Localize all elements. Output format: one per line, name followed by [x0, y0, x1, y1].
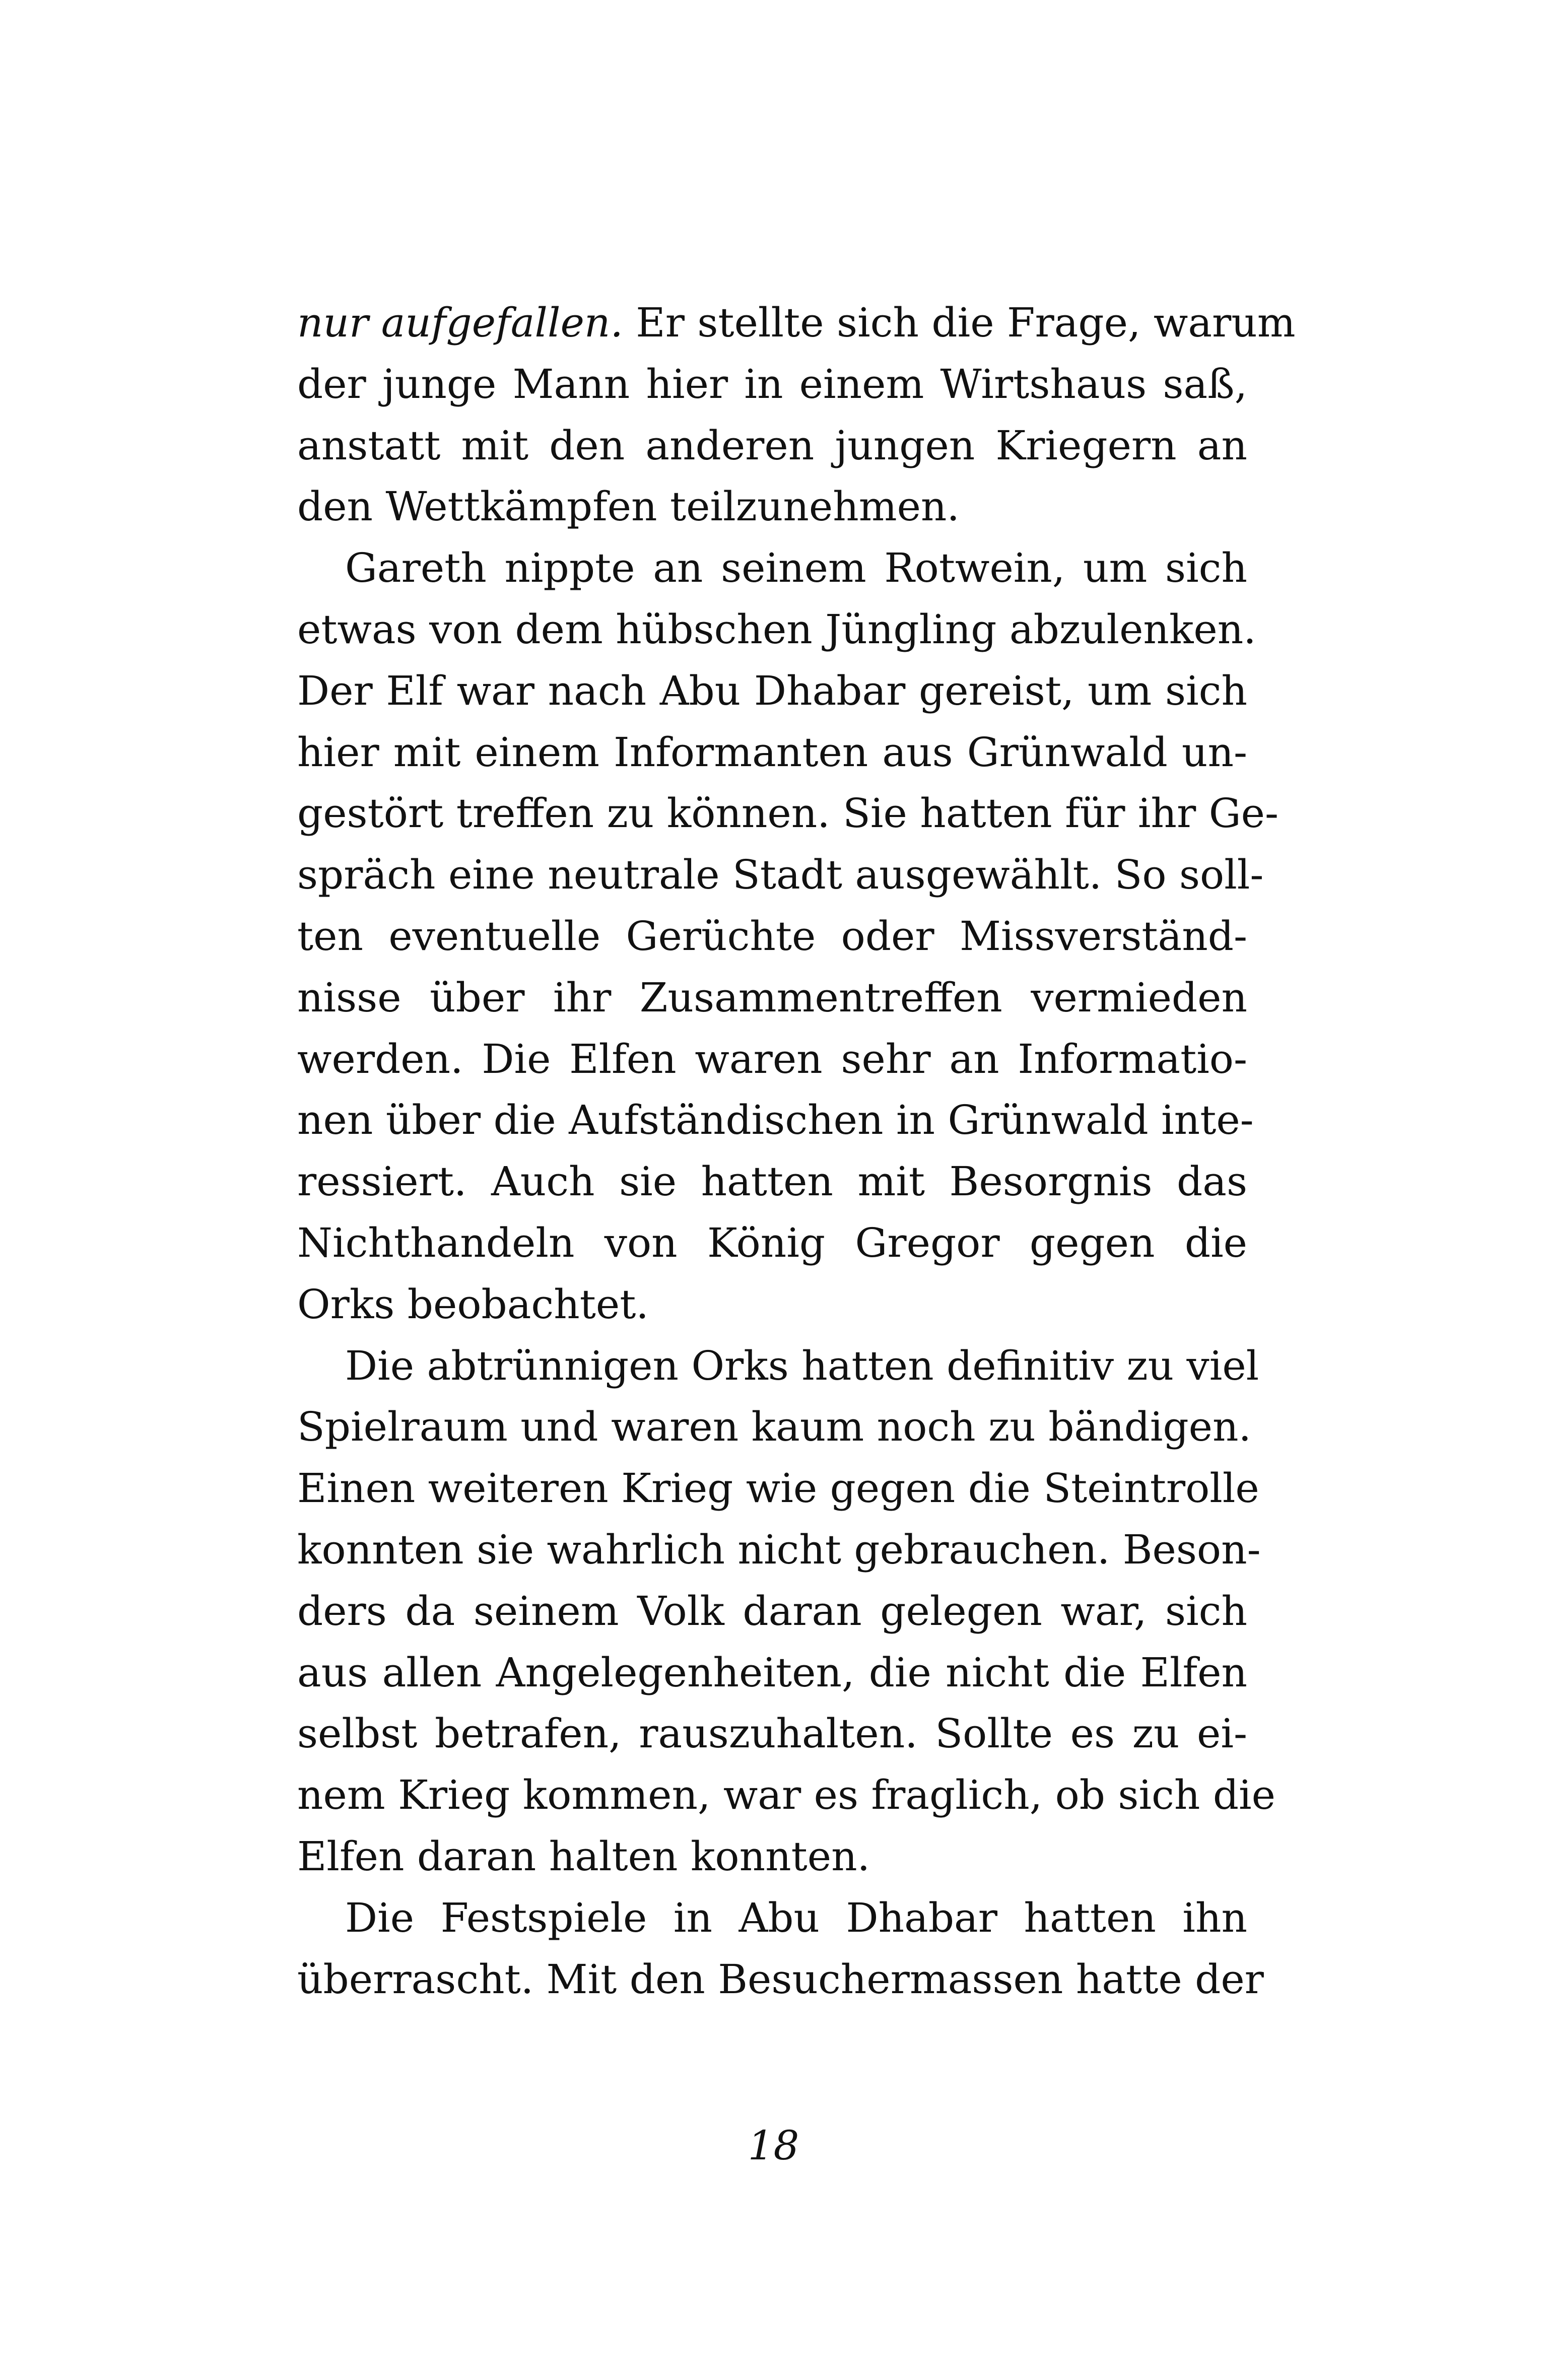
text-line: gestört treffen zu können. Sie hatten für ihr Ge- [297, 790, 1279, 837]
text-line: etwas von dem hübschen Jüngling abzulenken. [297, 605, 1256, 653]
text-line: Elfen daran halten konnten. [297, 1832, 870, 1880]
text-line: Orks beobachtet. [297, 1280, 649, 1328]
italic-lead-text: nur aufgefallen. [297, 299, 623, 346]
text-line: Die abtrünnigen Orks hatten definitiv zu viel [345, 1342, 1259, 1389]
text-line: Der Elf war nach Abu Dhabar gereist, um sich [297, 667, 1247, 714]
line-text: Er stellte sich die Frage, warum [623, 299, 1296, 346]
text-line [297, 292, 1296, 354]
text-line: nem Krieg kommen, war es fraglich, ob sich die [297, 1772, 1275, 1819]
text-line: ten eventuelle Gerüchte oder Missverständ- [297, 912, 1247, 960]
text-line: werden. Die Elfen waren sehr an Informatio- [297, 1035, 1247, 1082]
paragraph-2 [297, 537, 1279, 1335]
text-line: nen über die Aufständischen in Grünwald inte- [297, 1097, 1254, 1144]
text-line: Spielraum und waren kaum noch zu bändigen. [297, 1403, 1251, 1451]
body-text [297, 292, 1296, 2010]
paragraph-3 [297, 1335, 1275, 1887]
text-line: Gareth nippte an seinem Rotwein, um sich [345, 545, 1247, 592]
text-line: spräch eine neutrale Stadt ausgewählt. So soll- [297, 851, 1264, 899]
text-line: konnten sie wahrlich nicht gebrauchen. Beson- [297, 1526, 1261, 1573]
text-line: selbst betrafen, rauszuhalten. Sollte es zu ei- [297, 1710, 1247, 1757]
text-line: der junge Mann hier in einem Wirtshaus saß, [297, 360, 1247, 407]
text-line: ressiert. Auch sie hatten mit Besorgnis das [297, 1158, 1247, 1205]
text-line: nisse über ihr Zusammentreffen vermieden [297, 974, 1247, 1021]
text-line: anstatt mit den anderen jungen Kriegern an [297, 422, 1247, 469]
text-line: den Wettkämpfen teilzunehmen. [297, 483, 960, 530]
text-line: Einen weiteren Krieg wie gegen die Steintrolle [297, 1465, 1259, 1512]
text-line: hier mit einem Informanten aus Grünwald un- [297, 728, 1247, 776]
text-line: aus allen Angelegenheiten, die nicht die Elfen [297, 1649, 1247, 1696]
text-line: Die Festspiele in Abu Dhabar hatten ihn [345, 1894, 1247, 1941]
text-line: Nichthandeln von König Gregor gegen die [297, 1219, 1247, 1266]
paragraph-1 [297, 292, 1296, 537]
text-line: ders da seinem Volk daran gelegen war, sich [297, 1587, 1247, 1635]
page-number: 18 [748, 2122, 799, 2169]
text-line: überrascht. Mit den Besuchermassen hatte der [297, 1955, 1264, 2003]
paragraph-4 [297, 1887, 1264, 2010]
